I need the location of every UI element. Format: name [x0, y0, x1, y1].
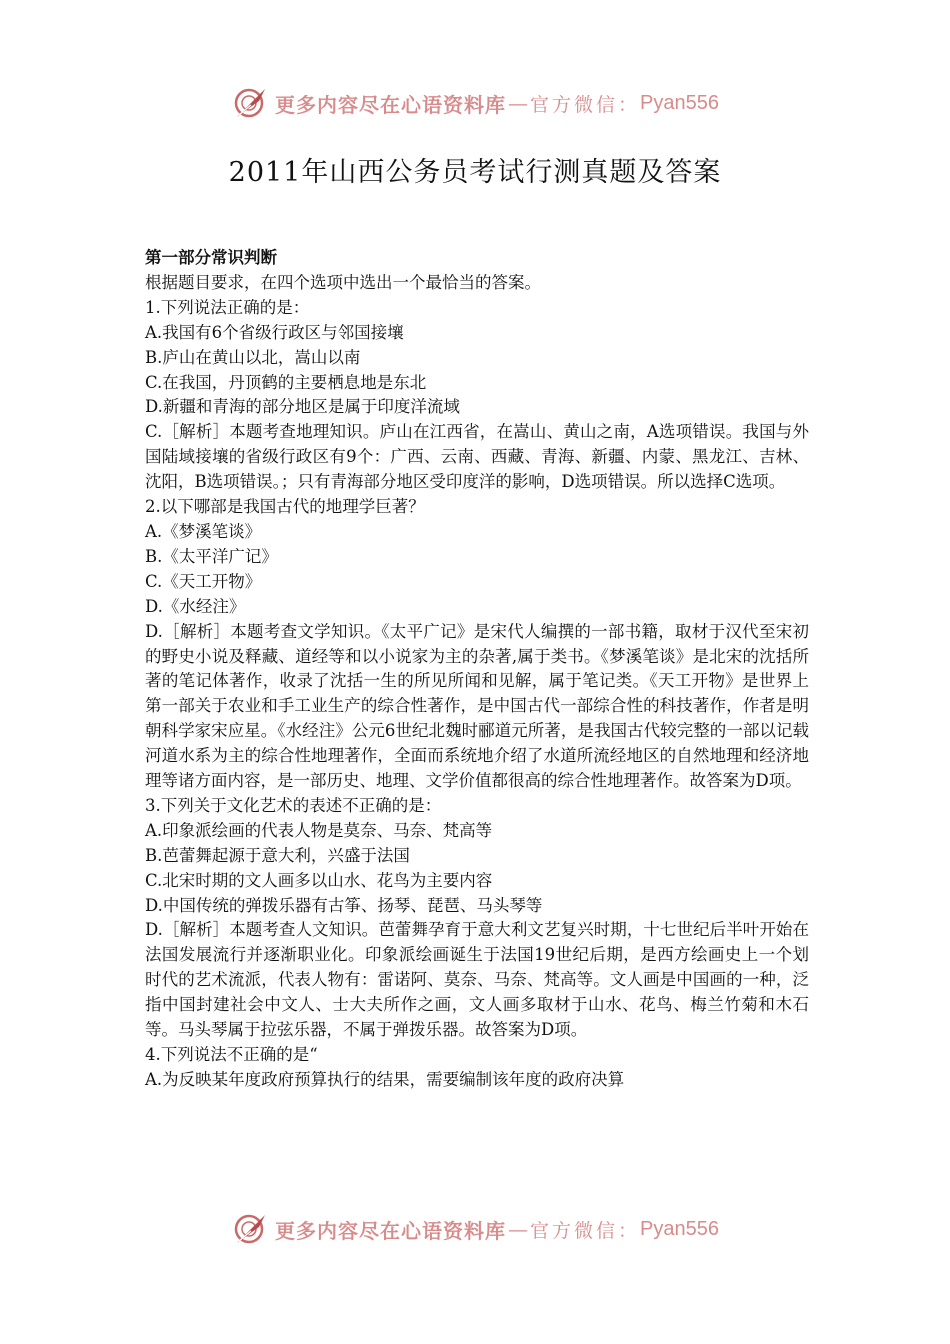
question-3: 3.下列关于文化艺术的表述不正确的是：	[145, 795, 442, 815]
question-4: 4.下列说法不正确的是“	[145, 1045, 318, 1064]
q2-option-a: A.《梦溪笔谈》	[145, 521, 262, 541]
question-1: 1.下列说法正确的是：	[145, 297, 310, 317]
q4-option-a: A.为反映某年度政府预算执行的结果，需要编制该年度的政府决算	[145, 1069, 625, 1089]
q3-option-c: C.北宋时期的文人画多以山水、花鸟为主要内容	[145, 870, 493, 890]
section-heading: 第一部分常识判断	[145, 248, 277, 267]
watermark-label: 官方微信：	[530, 1219, 641, 1242]
q2-analysis: D.［解析］本题考查文学知识。《太平广记》是宋代人编撰的一部书籍，取材于汉代至宋初的野史小说及释藏、道经等和以小说家为主的杂著,属于类书。《梦溪笔谈》是北宋的沈括所著的笔记体著作，收录了沈括一生的所见所闻和见解，属于笔记类。《天工开物》是世界上第一部关于农业和手工业生产的综合性著作，是中国古代一部综合性的科技著作，作者是明朝科学家宋应星。《水经注》公元6世纪北魏时郦道元所著，是我国古代较完整的一部以记载河道水系为主的综合性地理著作，全面而系统地介绍了水道所流经地区的自然地理和经济地理等诸方面内容，是一部历史、地理、文学价值都很高的综合性地理著作。故答案为D项。	[145, 621, 809, 791]
q1-option-a: A.我国有6个省级行政区与邻国接壤	[145, 322, 404, 342]
watermark-banner-bottom	[0, 1204, 950, 1254]
question-2: 2.以下哪部是我国古代的地理学巨著？	[145, 497, 425, 517]
q3-analysis: D.［解析］本题考查人文知识。芭蕾舞孕育于意大利文艺复兴时期，十七世纪后半叶开始在法国发展流行并逐渐职业化。印象派绘画诞生于法国19世纪后期，是西方绘画史上一个划时代的艺术流派，代表人物有：雷诺阿、莫奈、马奈、梵高等。文人画是中国画的一种，泛指中国封建社会中文人、士大夫所作之画，文人画多取材于山水、花鸟、梅兰竹菊和木石等。马头琴属于拉弦乐器，不属于弹拨乐器。故答案为D项。	[145, 920, 809, 1040]
watermark-label: 官方微信：	[530, 93, 641, 116]
q3-option-b: B.芭蕾舞起源于意大利，兴盛于法国	[145, 845, 410, 865]
q1-analysis: C.［解析］本题考查地理知识。庐山在江西省，在嵩山、黄山之南，A选项错误。我国与外国陆域接壤的省级行政区有9个：广西、云南、西藏、青海、新疆、内蒙、黑龙江、吉林、沈阳，B选项错误。；只有青海部分地区受印度洋的影响，D选项错误。所以选择C选项。	[145, 422, 809, 492]
q2-option-c: C.《天工开物》	[145, 571, 262, 591]
q1-option-c: C.在我国，丹顶鹤的主要栖息地是东北	[145, 372, 427, 392]
watermark-dash: —	[508, 91, 528, 115]
q3-option-a: A.印象派绘画的代表人物是莫奈、马奈、梵高等	[145, 820, 493, 840]
watermark-main-text: 更多内容尽在心语资料库	[275, 1218, 506, 1243]
quill-logo-icon	[231, 1209, 271, 1249]
q2-option-d: D.《水经注》	[145, 596, 246, 616]
document-title: 2011年山西公务员考试行测真题及答案	[228, 157, 722, 188]
q2-option-b: B.《太平洋广记》	[145, 546, 278, 566]
q3-option-d: D.中国传统的弹拨乐器有古筝、扬琴、琵琶、马头琴等	[145, 895, 543, 915]
watermark-banner-top	[0, 78, 950, 128]
watermark-wechat-id: Pyan556	[640, 91, 719, 114]
watermark-dash: —	[508, 1217, 528, 1241]
watermark-wechat-id: Pyan556	[640, 1217, 719, 1240]
q1-option-d: D.新疆和青海的部分地区是属于印度洋流域	[145, 397, 460, 417]
instruction: 根据题目要求，在四个选项中选出一个最恰当的答案。	[145, 272, 541, 292]
watermark-main-text: 更多内容尽在心语资料库	[275, 92, 506, 117]
document-body	[145, 246, 809, 1093]
quill-logo-icon	[231, 83, 271, 123]
q1-option-b: B.庐山在黄山以北，嵩山以南	[145, 347, 361, 367]
